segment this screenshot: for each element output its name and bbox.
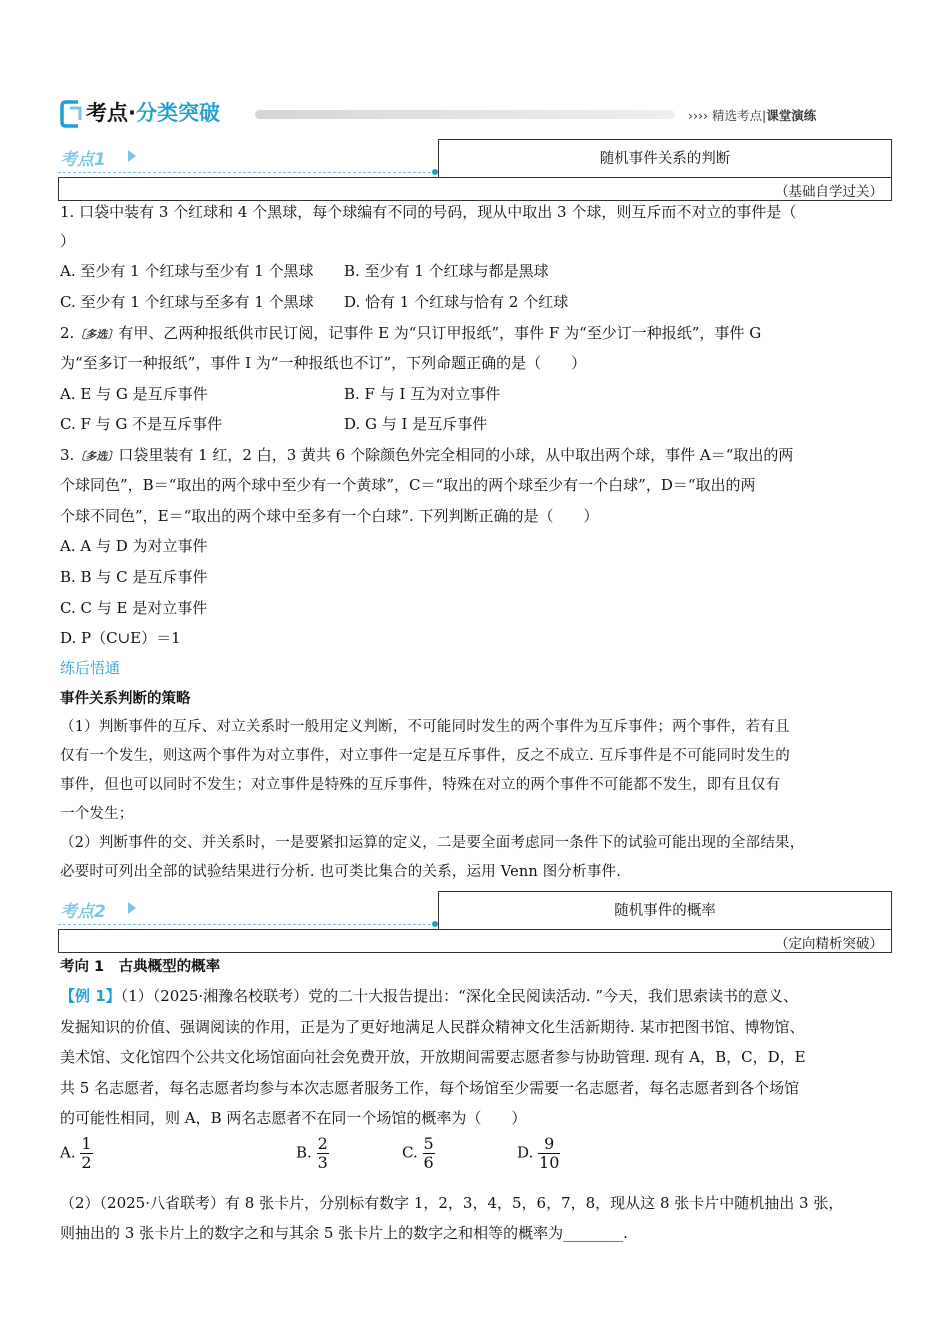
q3-line1: 3.〔多选〕口袋里装有 1 红，2 白，3 黄共 6 个除颜色外完全相同的小球，从中取出两个球，事件 A＝“取出的两 [60, 446, 794, 464]
q1-option-a: A. 至少有 1 个红球与至少有 1 个黑球 [60, 262, 314, 280]
section-1-tag: 考点1 [60, 150, 106, 170]
example-1-option-b: B. $\frac{2}{3}$ [296, 1134, 328, 1172]
section-1-note: （基础自学过关） [775, 184, 883, 200]
direction-1-label: 考向 1 古典概型的概率 [60, 959, 221, 975]
strategy-p1-line2: 仅有一个发生，则这两个事件为对立事件，对立事件一定是互斥事件，反之不成立. 互斥事件是不可能同时发生的 [60, 748, 790, 764]
q2-option-c: C. F 与 G 不是互斥事件 [60, 415, 223, 433]
strategy-p1-line1: （1）判断事件的互斥、对立关系时一般用定义判断，不可能同时发生的两个事件为互斥事件；两个事件，若有且 [60, 719, 790, 735]
strategy-p1-line4: 一个发生； [60, 806, 134, 822]
fraction: $\frac{1}{2}$ [81, 1134, 92, 1172]
example-1-option-c: C. $\frac{5}{6}$ [402, 1134, 434, 1172]
banner-right-caption: ›››› 精选考点|课堂演练 [688, 108, 817, 123]
q2-line2: 为“至多订一种报纸”，事件 I 为“一种报纸也不订”，下列命题正确的是（ ） [60, 354, 587, 372]
dashed-divider [58, 172, 436, 173]
q2-option-b: B. F 与 I 互为对立事件 [344, 385, 501, 403]
strategy-p2-line1: （2）判断事件的交、并关系时，一是要紧扣运算的定义，二是要全面考虑同一条件下的试验可能出现的全部结果， [60, 835, 805, 851]
q3-option-b: B. B 与 C 是互斥事件 [60, 568, 208, 586]
example-1-line3: 美术馆、文化馆四个公共文化场馆面向社会免费开放，开放期间需要志愿者参与协助管理. 现有 A，B，C，D，E [60, 1048, 806, 1066]
play-arrow-icon [128, 150, 136, 162]
q1-line1: 1. 口袋中装有 3 个红球和 4 个黑球，每个球编有不同的号码，现从中取出 3 个球，则互斥而不对立的事件是（ [60, 203, 797, 221]
q3-option-d: D. P（C∪E）＝1 [60, 629, 181, 647]
q1-option-c: C. 至少有 1 个红球与至多有 1 个黑球 [60, 293, 314, 311]
fraction: $\frac{5}{6}$ [423, 1134, 434, 1172]
section-2-note: （定向精析突破） [775, 936, 883, 952]
strategy-p1-line3: 事件，但也可以同时不发生；对立事件是特殊的互斥事件，特殊在对立的两个事件不可能都不发生，即有且仅有 [60, 777, 781, 793]
banner-divider-bar [255, 110, 675, 119]
section-2-title: 随机事件的概率 [614, 903, 716, 919]
example-1-line5: 的可能性相同，则 A，B 两名志愿者不在同一个场馆的概率为（ ） [60, 1109, 527, 1127]
q3-line3: 个球不同色”，E＝“取出的两个球中至多有一个白球”. 下列判断正确的是（ ） [60, 507, 599, 525]
example-1-label: 【例 1】 [60, 987, 121, 1005]
multi-choice-tag: 〔多选〕 [74, 328, 119, 341]
q1-line2: ） [60, 232, 76, 250]
q1-option-d: D. 恰有 1 个红球与恰有 2 个红球 [344, 293, 569, 311]
banner-bracket-icon [60, 100, 82, 128]
example-1-part2-line2: 则抽出的 3 张卡片上的数字之和与其余 5 张卡片上的数字之和相等的概率为________. [60, 1224, 628, 1242]
q3-option-a: A. A 与 D 为对立事件 [60, 537, 208, 555]
arrows-icon: ›››› [688, 108, 708, 123]
q3-option-c: C. C 与 E 是对立事件 [60, 599, 208, 617]
example-1-line4: 共 5 名志愿者，每名志愿者均参与本次志愿者服务工作，每个场馆至少需要一名志愿者，每名志愿者到各个场馆 [60, 1079, 800, 1097]
q1-option-b: B. 至少有 1 个红球与都是黑球 [344, 262, 549, 280]
section-1-title: 随机事件关系的判断 [599, 151, 731, 167]
q2-line1: 2.〔多选〕有甲、乙两种报纸供市民订阅，记事件 E 为“只订甲报纸”，事件 F 为“至少订一种报纸”，事件 G [60, 324, 762, 342]
practice-subheading: 事件关系判断的策略 [60, 691, 191, 707]
section-2-header [58, 891, 892, 953]
strategy-p2-line2: 必要时可列出全部的试验结果进行分析. 也可类比集合的关系，运用 Venn 图分析事件. [60, 864, 622, 880]
example-1-part2-line1: （2）（2025·八省联考）有 8 张卡片，分别标有数字 1，2，3，4，5，6，7，8，现从这 8 张卡片中随机抽出 3 张， [60, 1194, 844, 1212]
section-2-tag: 考点2 [60, 902, 106, 922]
example-1-line2: 发掘知识的价值、强调阅读的作用，正是为了更好地满足人民群众精神文化生活新期待. 某市把图书馆、博物馆、 [60, 1018, 805, 1036]
multi-choice-tag: 〔多选〕 [74, 450, 119, 463]
example-1-option-a: A. $\frac{1}{2}$ [60, 1134, 92, 1172]
fraction: $\frac{9}{10}$ [539, 1134, 560, 1172]
section-1-header [58, 139, 892, 201]
q3-line2: 个球同色”，B＝“取出的两个球中至少有一个黄球”，C＝“取出的两个球至少有一个白球”，D＝“取出的两 [60, 476, 756, 494]
example-1-option-d: D. $\frac{9}{10}$ [517, 1134, 560, 1172]
page-section-title: 考点·分类突破 [86, 101, 220, 125]
q2-option-d: D. G 与 I 是互斥事件 [344, 415, 488, 433]
practice-heading: 练后悟通 [60, 659, 121, 677]
play-arrow-icon [128, 902, 136, 914]
example-1-line1: 【例 1】（1）（2025·湘豫名校联考）党的二十大报告提出：“深化全民阅读活动. ”今天，我们思索读书的意义、 [60, 987, 799, 1005]
dashed-divider [58, 924, 436, 925]
fraction: $\frac{2}{3}$ [317, 1134, 328, 1172]
q2-option-a: A. E 与 G 是互斥事件 [60, 385, 208, 403]
